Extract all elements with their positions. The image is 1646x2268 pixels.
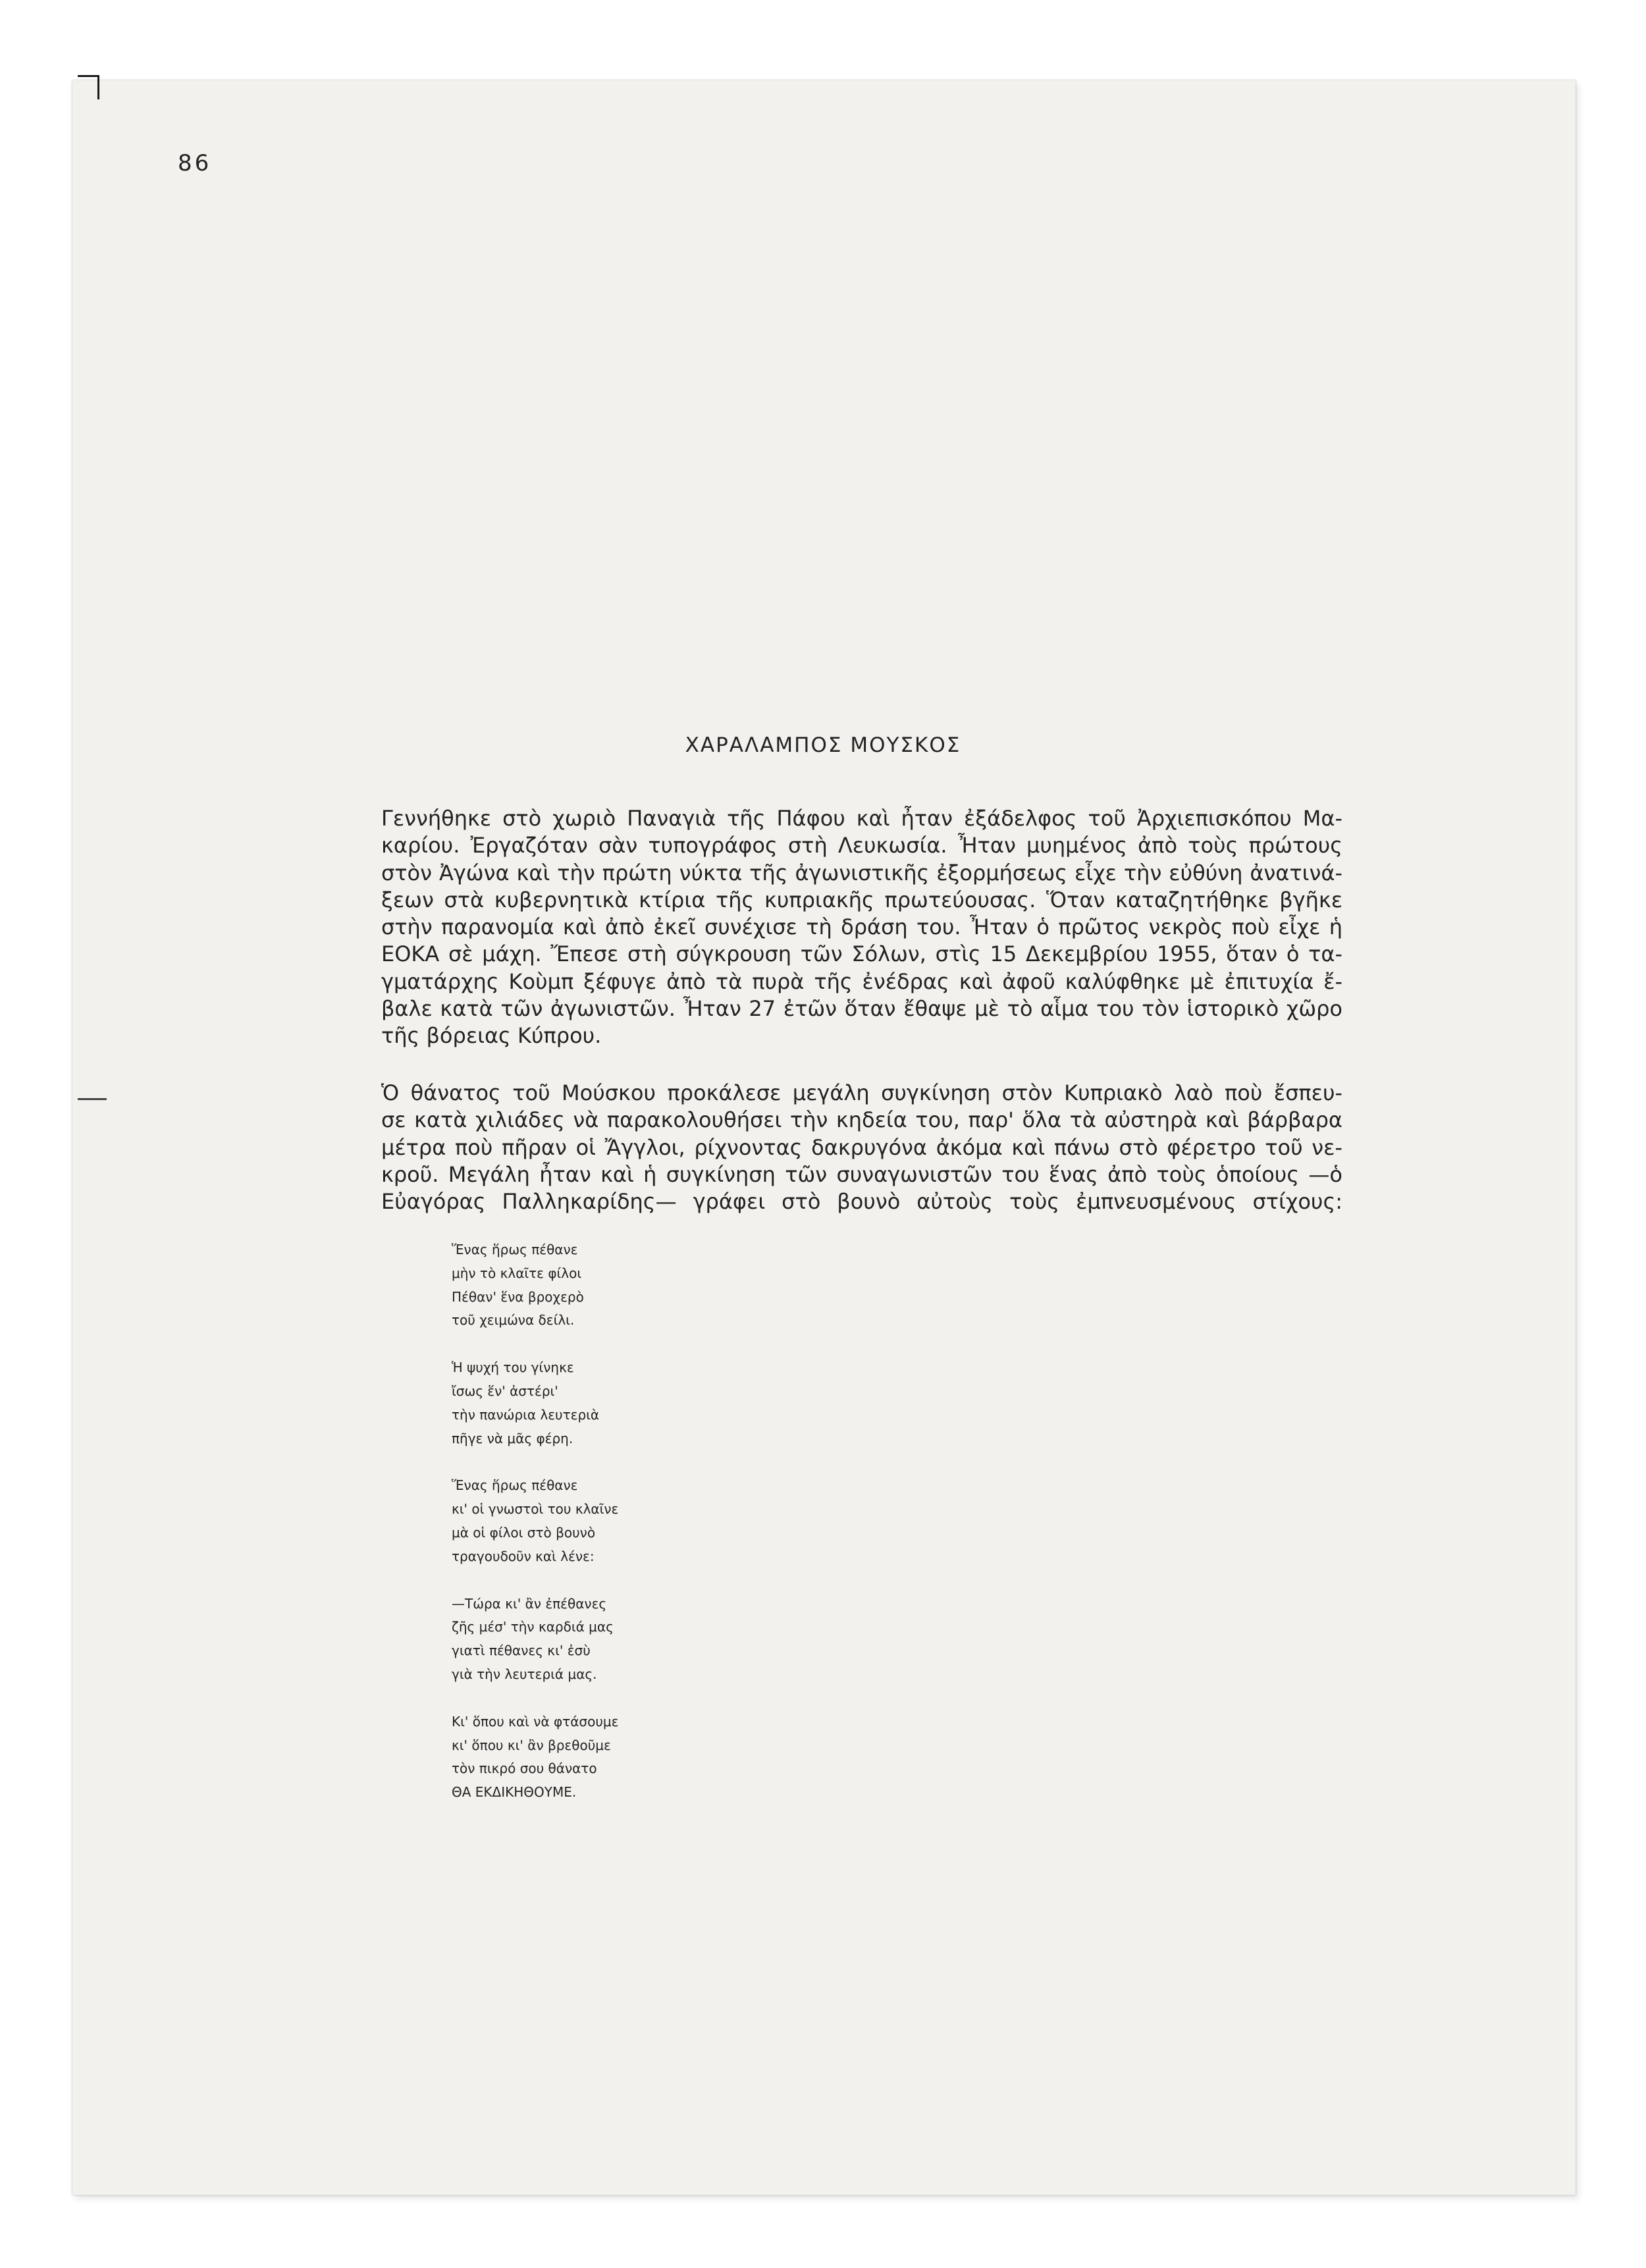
text-line: Εὐαγόρας Παλληκαρίδης— γράφει στὸ βουνὸ αὐτοὺς τοὺς ἐμπνευσμένους στίχους:	[381, 1189, 1342, 1215]
poem-line: μὰ οἱ φίλοι στὸ βουνὸ	[452, 1524, 596, 1541]
poem-line: Κι' ὅπου καὶ νὰ φτάσουμε	[452, 1713, 619, 1729]
text-line: γματάρχης Κοὺμπ ξέφυγε ἀπὸ τὰ πυρὰ τῆς ἐνέδρας καὶ ἀφοῦ καλύφθηκε μὲ ἐπιτυχία ἔ-	[381, 968, 1342, 994]
poem-line: —Τώρα κι' ἂν ἐπέθανες	[452, 1595, 607, 1612]
poem-line: ἴσως ἕν' ἀστέρι'	[452, 1383, 558, 1399]
poem	[452, 1238, 847, 1828]
poem-line: τὴν πανώρια λευτεριὰ	[452, 1406, 600, 1423]
poem-line: τραγουδοῦν καὶ λένε:	[452, 1548, 595, 1564]
poem-line: γιατὶ πέθανες κι' ἐσὺ	[452, 1643, 591, 1659]
crop-mark-bottom	[78, 1098, 107, 1113]
poem-stanza	[452, 1593, 847, 1687]
poem-line: κι' οἱ γνωστοὶ του κλαῖνε	[452, 1501, 619, 1517]
text-line: σε κατὰ χιλιάδες νὰ παρακολουθήσει τὴν κηδεία του, παρ' ὅλα τὰ αὐστηρὰ καὶ βάρβαρα	[381, 1107, 1342, 1133]
page-title: ΧΑΡΑΛΑΜΠΟΣ ΜΟΥΣΚΟΣ	[685, 733, 961, 757]
poem-line: κι' ὅπου κι' ἂν βρεθοῦμε	[452, 1737, 611, 1753]
poem-line: μὴν τὸ κλαῖτε φίλοι	[452, 1265, 582, 1281]
poem-line: Ἡ ψυχή του γίνηκε	[452, 1359, 574, 1376]
text-line: βαλε κατὰ τῶν ἀγωνιστῶν. Ἦταν 27 ἐτῶν ὅταν ἔθαψε μὲ τὸ αἷμα του τὸν ἱστορικὸ χῶρο	[381, 996, 1342, 1022]
text-line: μέτρα ποὺ πῆραν οἱ Ἄγγλοι, ρίχνοντας δακρυγόνα ἀκόμα καὶ πάνω στὸ φέρετρο τοῦ νε-	[381, 1134, 1342, 1160]
paragraph-death	[381, 1080, 1342, 1215]
text-line: ξεων στὰ κυβερνητικὰ κτίρια τῆς κυπριακῆς πρωτεύουσας. Ὅταν καταζητήθηκε βγῆκε	[381, 887, 1342, 912]
poem-line: Ἕνας ἥρως πέθανε	[452, 1477, 578, 1494]
poem-stanza	[452, 1710, 847, 1805]
poem-line: γιὰ τὴν λευτεριά μας.	[452, 1666, 597, 1682]
poem-line: ΘΑ ΕΚΔΙΚΗΘΟΥΜΕ.	[452, 1784, 577, 1801]
page-number: 86	[178, 150, 212, 176]
poem-line: πῆγε νὰ μᾶς φέρη.	[452, 1430, 573, 1446]
poem-stanza	[452, 1238, 847, 1332]
poem-stanza	[452, 1474, 847, 1568]
text-line: καρίου. Ἐργαζόταν σὰν τυπογράφος στὴ Λευκωσία. Ἦταν μυημένος ἀπὸ τοὺς πρώτους	[381, 833, 1342, 858]
poem-line: τοῦ χειμώνα δείλι.	[452, 1312, 575, 1329]
poem-line: Πέθαν' ἕνα βροχερὸ	[452, 1288, 584, 1305]
text-line: Ὁ θάνατος τοῦ Μούσκου προκάλεσε μεγάλη συγκίνηση στὸν Κυπριακὸ λαὸ ποὺ ἔσπευ-	[381, 1080, 1342, 1105]
text-line: Γεννήθηκε στὸ χωριὸ Παναγιὰ τῆς Πάφου καὶ ἦταν ἐξάδελφος τοῦ Ἀρχιεπισκόπου Μα-	[381, 806, 1342, 831]
poem-stanza	[452, 1356, 847, 1450]
text-line: κροῦ. Μεγάλη ἦταν καὶ ἡ συγκίνηση τῶν συναγωνιστῶν του ἕνας ἀπὸ τοὺς ὁποίους —ὁ	[381, 1161, 1342, 1187]
paragraph-biography	[381, 805, 1342, 1050]
text-line: στὸν Ἀγώνα καὶ τὴν πρώτη νύκτα τῆς ἀγωνιστικῆς ἐξορμήσεως εἶχε τὴν εὐθύνη ἀνατινά-	[381, 860, 1342, 885]
text-line: στὴν παρανομία καὶ ἀπὸ ἐκεῖ συνέχισε τὴ δράση του. Ἦταν ὁ πρῶτος νεκρὸς ποὺ εἶχε ἡ	[381, 914, 1342, 940]
text-line: ΕΟΚΑ σὲ μάχη. Ἔπεσε στὴ σύγκρουση τῶν Σόλων, στὶς 15 Δεκεμβρίου 1955, ὅταν ὁ τα-	[381, 941, 1342, 967]
text-line: τῆς βόρειας Κύπρου.	[381, 1023, 602, 1049]
poem-line: τὸν πικρό σου θάνατο	[452, 1760, 597, 1777]
crop-mark-top	[78, 75, 99, 99]
poem-line: Ἕνας ἥρως πέθανε	[452, 1242, 578, 1257]
poem-line: ζῆς μέσ' τὴν καρδιά μας	[452, 1619, 614, 1635]
